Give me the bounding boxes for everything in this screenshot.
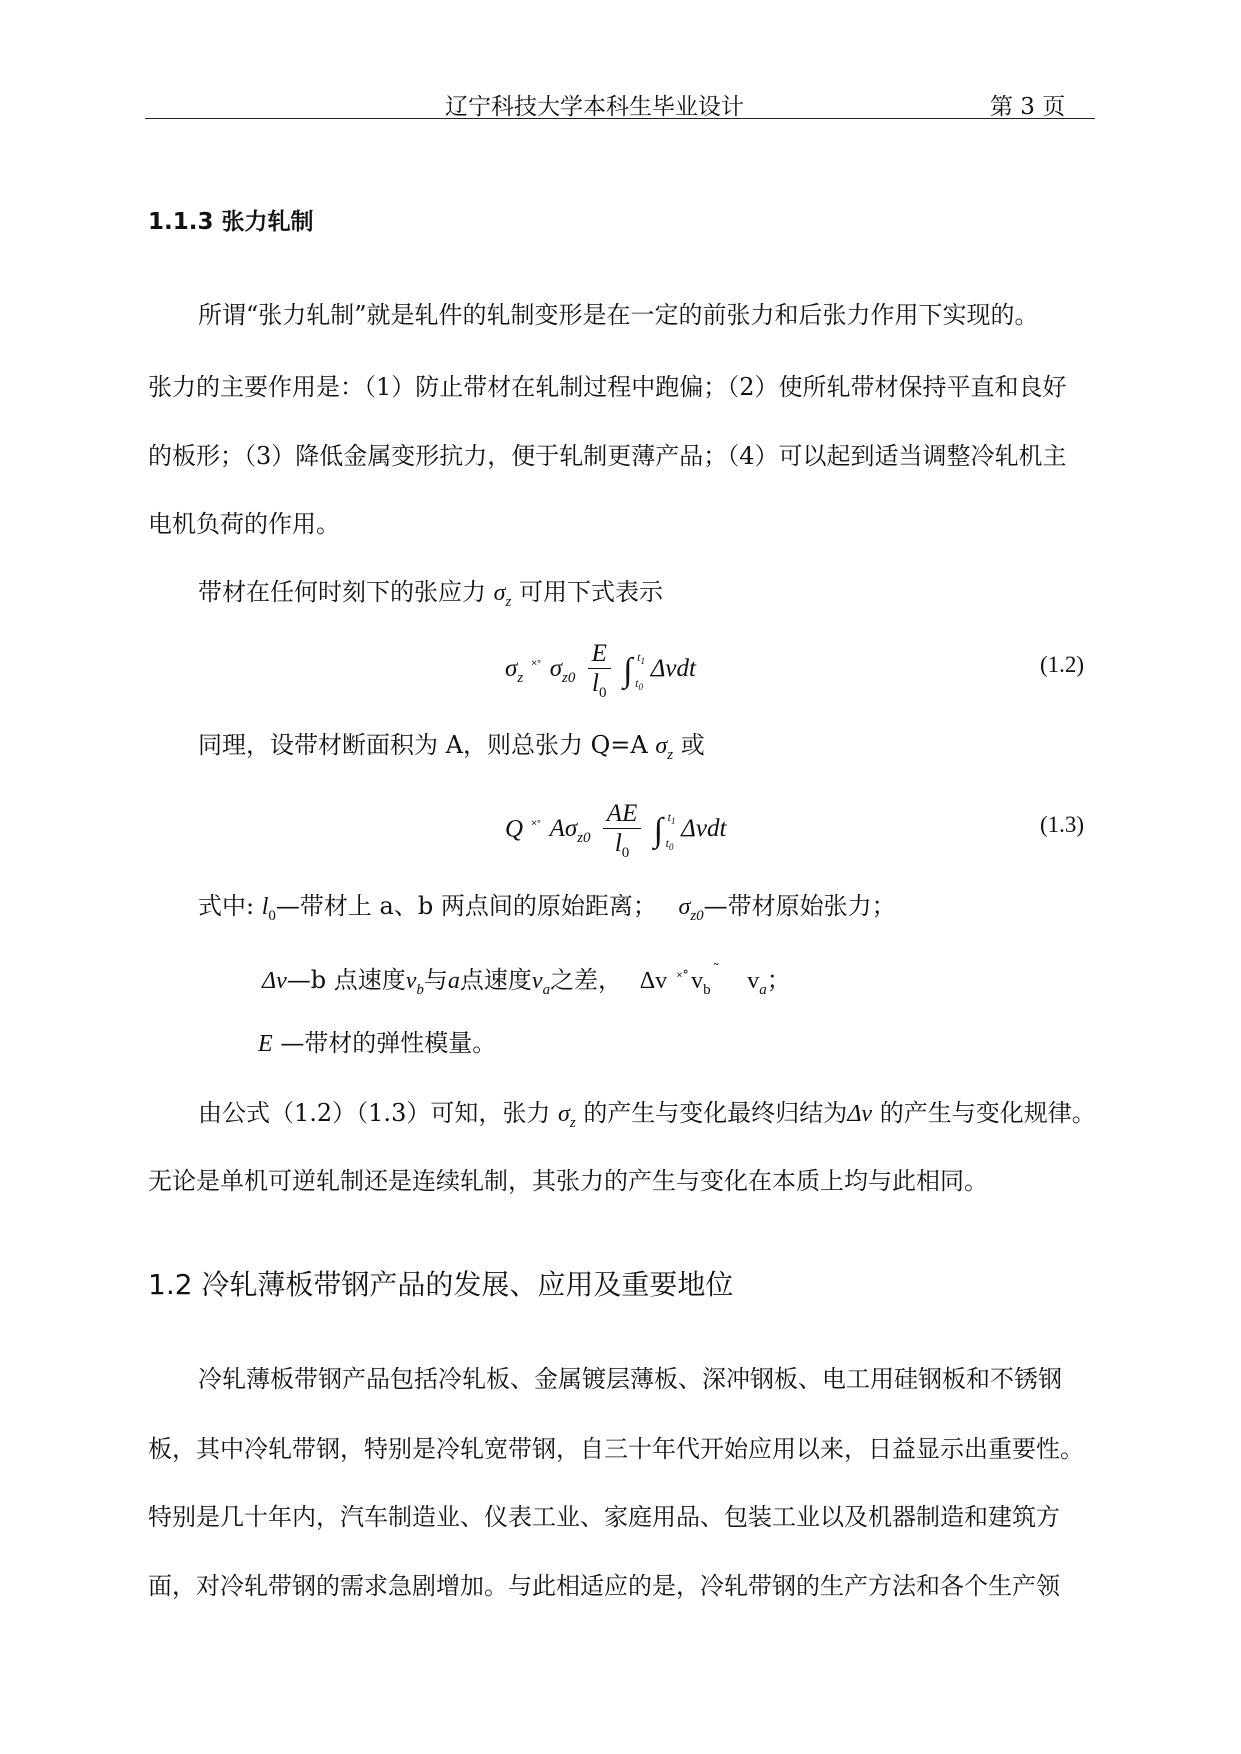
text-run: 之差， bbox=[550, 966, 623, 994]
paragraph-line bbox=[262, 963, 791, 998]
paragraph-line bbox=[198, 580, 663, 610]
math-symbol: Δv bbox=[262, 968, 287, 994]
paragraph-line bbox=[198, 894, 896, 924]
math-symbol: $\sigma_z$ bbox=[557, 1101, 576, 1131]
text-run: Δv bbox=[639, 968, 668, 994]
paragraph-line: 板，其中冷轧带钢，特别是冷轧宽带钢，自三十年代开始应用以来，日益显示出重要性。 bbox=[148, 1435, 1084, 1463]
header-page-number: 第 3 页 bbox=[990, 94, 1066, 120]
text-run: —带材上 a、b 两点间的原始距离； bbox=[275, 892, 657, 920]
text-run: $v_a$ bbox=[747, 968, 767, 998]
integral-sign: ∫ $t_1$ $t_0$ bbox=[623, 649, 646, 692]
paragraph-line: 无论是单机可逆轧制还是连续轧制，其张力的产生与变化在本质上均与此相同。 bbox=[148, 1167, 988, 1195]
math-symbol: $l_0$ bbox=[261, 894, 276, 924]
paragraph-line: 电机负荷的作用。 bbox=[148, 510, 340, 538]
math-symbol: $v_b$ bbox=[405, 968, 424, 998]
text-run: —b 点速度 bbox=[286, 966, 406, 994]
math-symbol: $\sigma_{z0}$ bbox=[549, 655, 576, 687]
tilde-symbol: ˜ bbox=[712, 962, 720, 978]
text-run: 的产生与变化最终归结为 bbox=[583, 1099, 848, 1127]
header-title: 辽宁科技大学本科生毕业设计 bbox=[445, 94, 744, 120]
math-symbol: $\sigma_z$ bbox=[655, 733, 674, 763]
garbled-symbol: ˟˚ bbox=[676, 970, 690, 986]
text-run: —带材原始张力； bbox=[703, 892, 896, 920]
math-symbol: $\sigma_z$ bbox=[505, 655, 524, 687]
paragraph-line bbox=[198, 733, 705, 763]
text-run: —带材的弹性模量。 bbox=[280, 1029, 497, 1057]
math-symbol: Δvdt bbox=[681, 815, 727, 843]
math-symbol: Q bbox=[505, 815, 524, 843]
section-heading-1-2: 1.2 冷轧薄板带钢产品的发展、应用及重要地位 bbox=[148, 1268, 734, 1301]
garbled-symbol: ˟˚ bbox=[531, 819, 542, 835]
text-run: ； bbox=[766, 966, 791, 994]
paragraph-line: 面，对冷轧带钢的需求急剧增加。与此相适应的是，冷轧带钢的生产方法和各个生产领 bbox=[148, 1572, 1060, 1600]
math-symbol: a bbox=[447, 968, 460, 994]
math-symbol: Δv bbox=[847, 1101, 873, 1127]
paragraph-line: 张力的主要作用是：（1）防止带材在轧制过程中跑偏；（2）使所轧带材保持平直和良好 bbox=[148, 373, 1067, 401]
equation-number: (1.3) bbox=[1040, 812, 1085, 837]
text-run: 由公式（1.2）（1.3）可知，张力 bbox=[198, 1099, 551, 1127]
paragraph-line: 的板形；（3）降低金属变形抗力，便于轧制更薄产品；（4）可以起到适当调整冷轧机主 bbox=[148, 442, 1067, 470]
math-symbol: $\sigma_{z0}$ bbox=[678, 894, 704, 924]
math-symbol: $v_a$ bbox=[531, 968, 551, 998]
paragraph-line: 所谓“张力轧制”就是轧件的轧制变形是在一定的前张力和后张力作用下实现的。 bbox=[198, 301, 1039, 329]
math-symbol: E bbox=[258, 1031, 273, 1057]
header-rule bbox=[145, 118, 1095, 119]
text-run: 的产生与变化规律。 bbox=[879, 1099, 1096, 1127]
math-symbol: $A\sigma_{z0}$ bbox=[549, 815, 591, 847]
paragraph-line: 冷轧薄板带钢产品包括冷轧板、金属镀层薄板、深冲钢板、电工用硅钢板和不锈钢 bbox=[198, 1365, 1062, 1393]
fraction: $\frac{AE}{l_0}$ bbox=[603, 800, 642, 862]
text-run: 可用下式表示 bbox=[518, 578, 663, 606]
math-symbol: $\sigma_z$ bbox=[493, 580, 512, 610]
text-run: $v_b$ bbox=[691, 968, 711, 998]
paragraph-line bbox=[258, 1031, 496, 1056]
paragraph-line: 特别是几十年内，汽车制造业、仪表工业、家庭用品、包装工业以及机器制造和建筑方 bbox=[148, 1503, 1060, 1531]
text-run: 点速度 bbox=[459, 966, 532, 994]
paragraph-line bbox=[198, 1101, 1096, 1131]
section-heading-1-1-3: 1.1.3 张力轧制 bbox=[148, 209, 314, 235]
equation-1-3 bbox=[505, 800, 726, 862]
integral-sign: ∫ $t_1$ $t_0$ bbox=[653, 809, 676, 852]
text-run: 或 bbox=[680, 731, 705, 759]
equation-number: (1.2) bbox=[1040, 652, 1085, 677]
text-run: 同理，设带材断面积为 A，则总张力 Q=A bbox=[198, 731, 648, 759]
fraction: $\frac{E}{l_0}$ bbox=[588, 640, 611, 702]
text-run: 带材在任何时刻下的张应力 bbox=[198, 578, 486, 606]
text-run: 与 bbox=[423, 966, 448, 994]
equation-1-2 bbox=[505, 640, 696, 702]
text-run: 式中: bbox=[198, 892, 255, 920]
garbled-symbol: ˟˚ bbox=[531, 659, 542, 675]
math-symbol: Δvdt bbox=[650, 655, 696, 683]
